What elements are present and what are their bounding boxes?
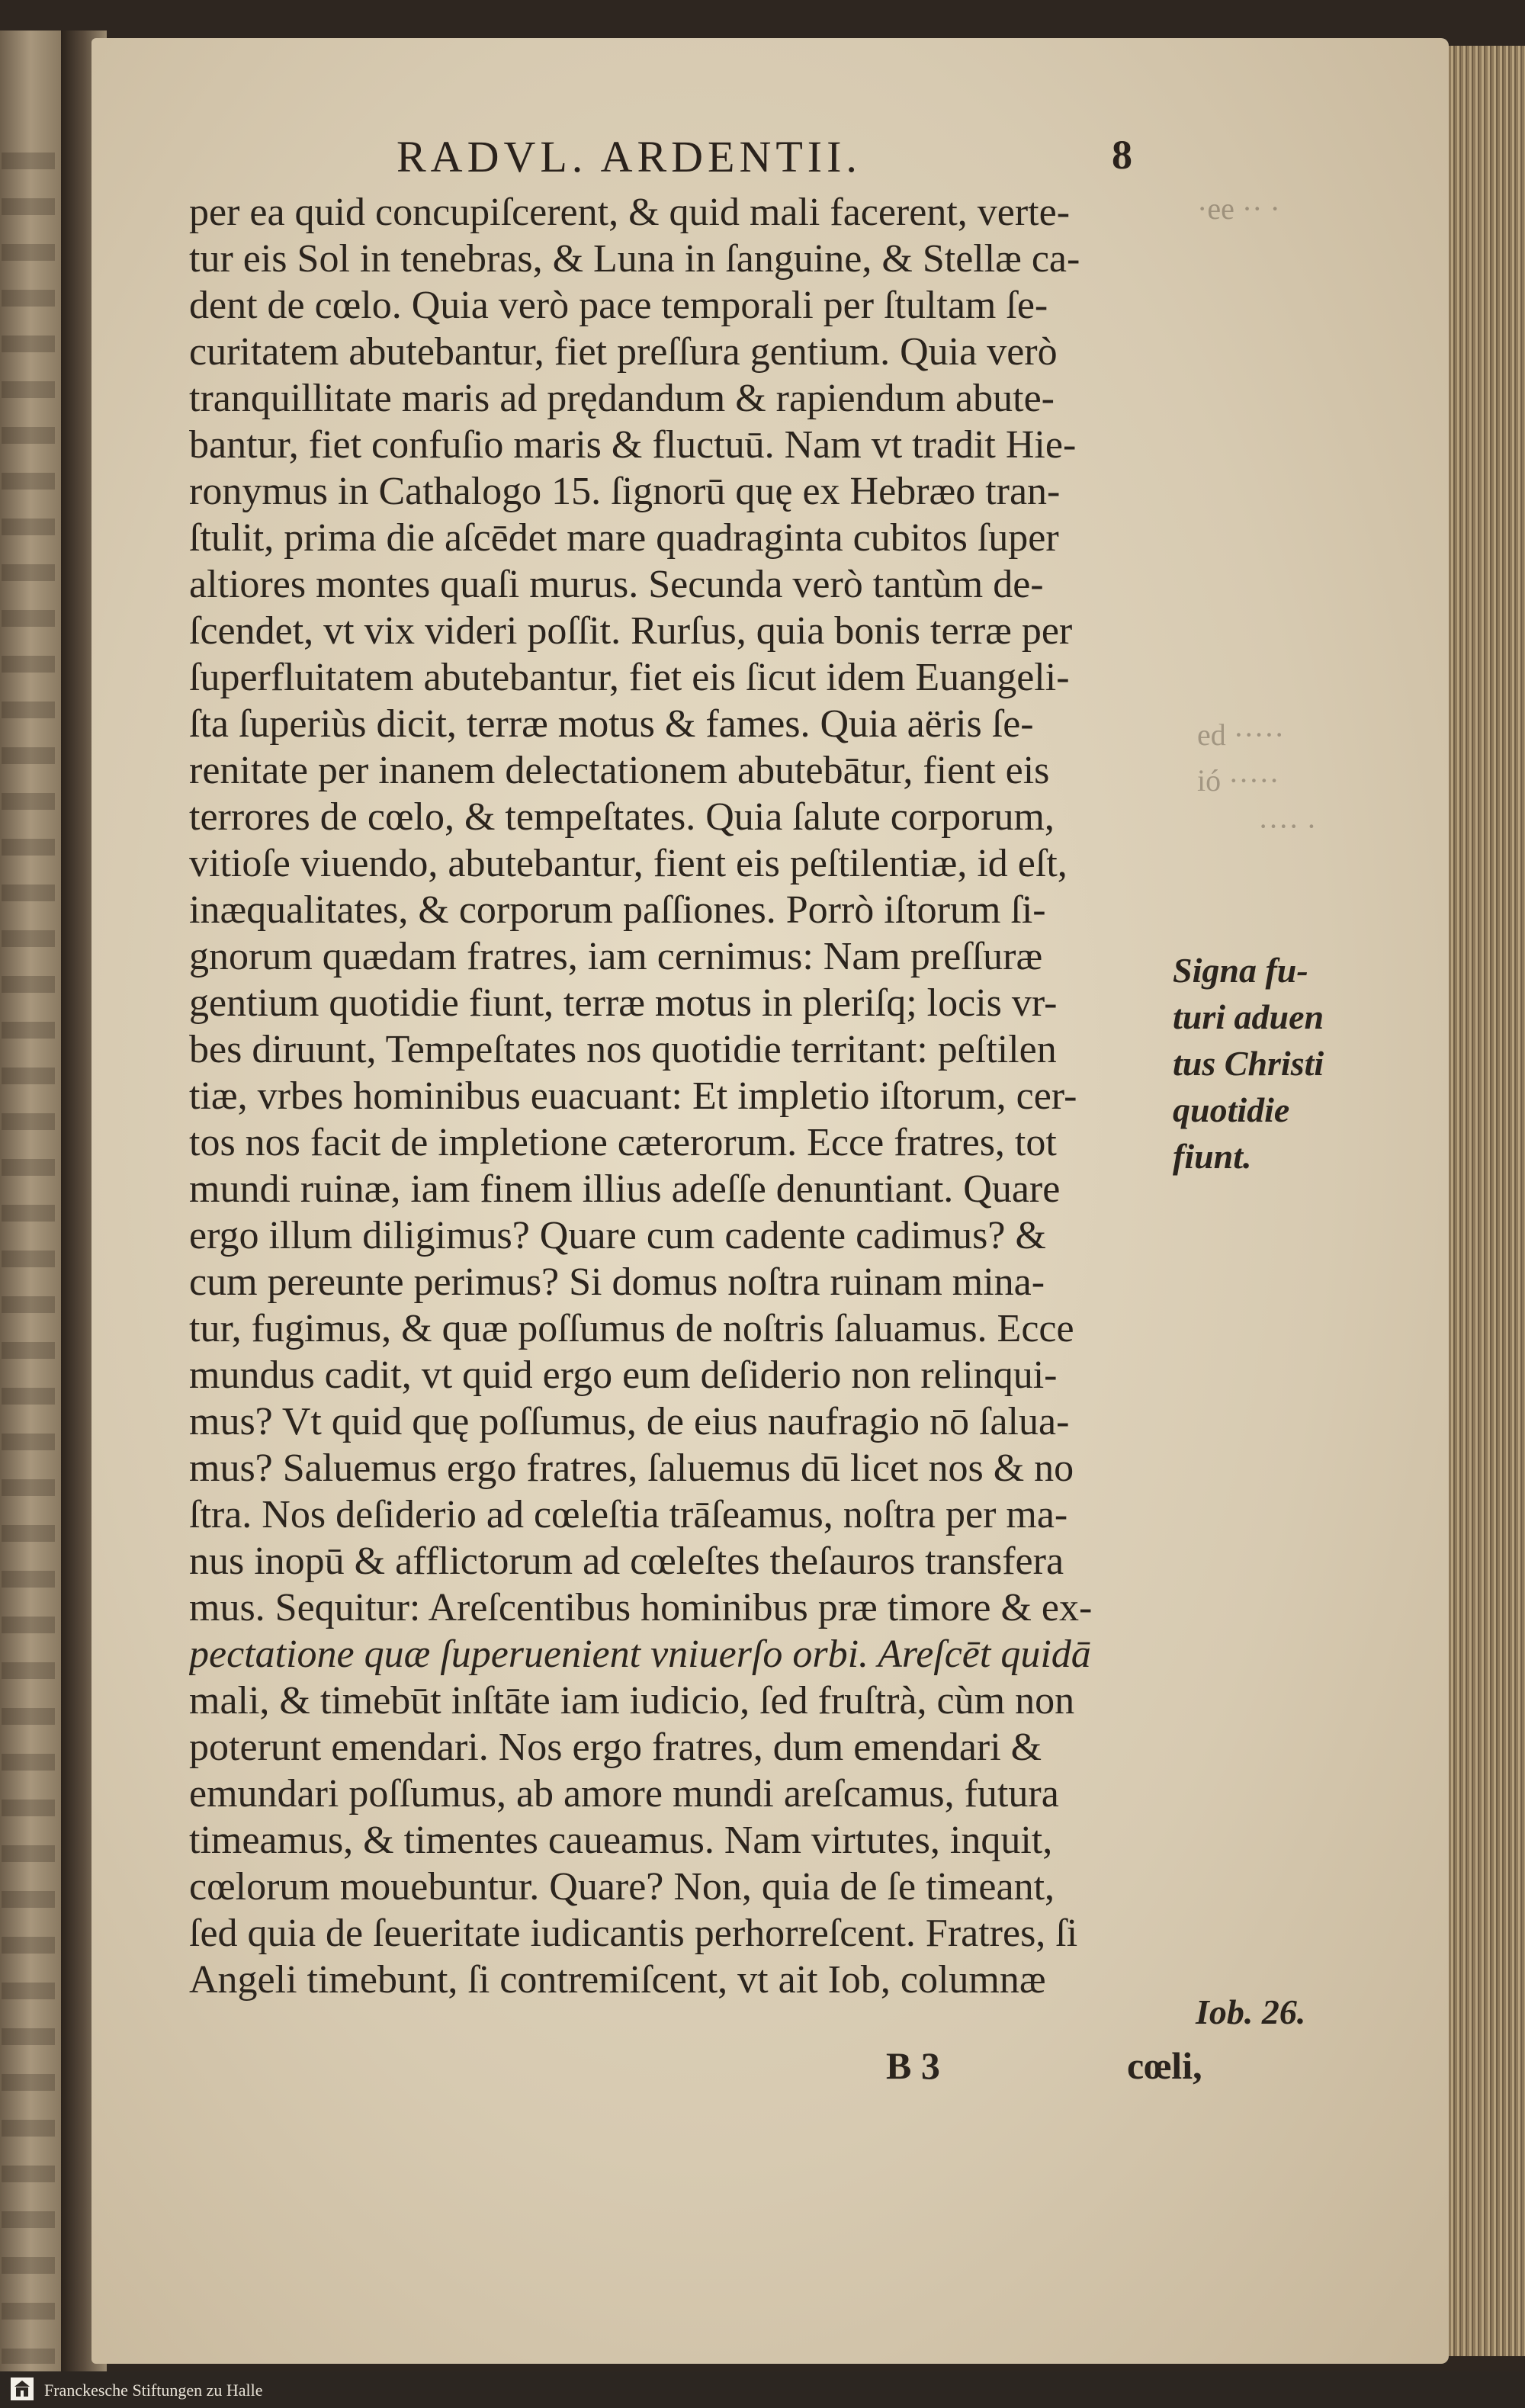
text-line: ſed quia de ſeueritate iudicantis perhorreſcent. Fratres, ſi [189,1912,1078,1955]
marginal-note-line: quotidie [1173,1090,1290,1129]
text-line: ſuperfluitatem abutebantur, fiet eis ſicut idem Euangeli- [189,656,1070,699]
text-line: ſta ſuperiùs dicit, terræ motus & fames. Quia aëris ſe- [189,702,1034,746]
page-fore-edge [1449,46,1525,2356]
page-number: 8 [1112,132,1132,178]
text-line: altiores montes quaſi murus. Secunda verò tantùm de- [189,563,1044,606]
text-line: tur, fugimus, & quæ poſſumus de noſtris ſaluamus. Ecce [189,1307,1074,1350]
text-line: tiæ, vrbes hominibus euacuant: Et impletio iſtorum, cer- [189,1074,1077,1118]
text-line: mundus cadit, vt quid ergo eum deſiderio non relinqui- [189,1353,1058,1397]
text-line: tranquillitate maris ad prędandum & rapiendum abute- [189,377,1055,420]
text-line: mus. Sequitur: Areſcentibus hominibus præ timore & ex- [189,1586,1093,1629]
text-line: mus? Vt quid quę poſſumus, de eius naufragio nō ſalua- [189,1400,1070,1443]
text-line: emundari poſſumus, ab amore mundi areſcamus, futura [189,1772,1059,1816]
marginal-note-line: fiunt. [1173,1137,1252,1176]
text-line: Angeli timebunt, ſi contremiſcent, vt ait Iob, columnæ [189,1958,1046,2002]
text-line: terrores de cœlo, & tempeſtates. Quia ſalute corporum, [189,795,1055,839]
body-text [189,189,1180,2003]
text-line: ergo illum diligimus? Quare cum cadente cadimus? & [189,1214,1046,1257]
running-head: RADVL. ARDENTII. [396,132,862,181]
text-line: ſcendet, vt vix videri poſſit. Rurſus, quia bonis terræ per [189,609,1073,653]
marginal-note-line: turi aduen [1173,997,1324,1036]
text-line: cum pereunte perimus? Si domus noſtra ruinam mina- [189,1260,1045,1304]
text-line: ſtulit, prima die aſcēdet mare quadraginta cubitos ſuper [189,516,1059,560]
text-line: nus inopū & afflictorum ad cœleſtes theſauros transfera [189,1540,1064,1583]
text-line: mundi ruinæ, iam finem illius adeſſe denuntiant. Quare [189,1167,1061,1211]
text-line: pectatione quæ ſuperuenient vniuerſo orbi. Areſcēt quidā [189,1633,1091,1676]
text-line: ronymus in Cathalogo 15. ſignorū quę ex Hebræo tran- [189,470,1061,513]
text-line: gnorum quædam fratres, iam cernimus: Nam preſſuræ [189,935,1043,978]
text-line: inæqualitates, & corporum paſſiones. Porrò iſtorum ſi- [189,888,1046,932]
text-line: gentium quotidie fiunt, terræ motus in pleriſq; locis vr- [189,981,1058,1025]
bleed-through-mark: ·ee ·· · [1197,191,1280,226]
text-line: cœlorum mouebuntur. Quare? Non, quia de ſe timeant, [189,1865,1055,1909]
text-line: dent de cœlo. Quia verò pace temporali per ſtultam ſe- [189,284,1048,327]
marginal-note [1173,947,1324,1180]
institution-logo-icon [11,2377,34,2400]
facing-page-text-bleed [2,153,55,2364]
marginal-note-line: tus Christi [1173,1044,1324,1083]
text-line: mali, & timebūt inſtāte iam iudicio, ſed fruſtrà, cùm non [189,1679,1075,1723]
marginal-reference: Iob. 26. [1196,1992,1306,2031]
text-line: mus? Saluemus ergo fratres, ſaluemus dū licet nos & no [189,1446,1074,1490]
bleed-through-mark: ed ····· [1197,718,1285,752]
credit-text: Franckesche Stiftungen zu Halle [44,2381,263,2400]
text-line: poterunt emendari. Nos ergo fratres, dum emendari & [189,1726,1042,1769]
text-line: curitatem abutebantur, fiet preſſura gentium. Quia verò [189,330,1058,374]
bleed-through-mark: ···· · [1258,809,1317,843]
text-line: ſtra. Nos deſiderio ad cœleſtia trāſeamus, noſtra per ma- [189,1493,1068,1536]
text-line: per ea quid concupiſcerent, & quid mali facerent, verte- [189,191,1071,234]
bleed-through-mark: ió ····· [1197,763,1279,798]
text-line: tur eis Sol in tenebras, & Luna in ſanguine, & Stellæ ca- [189,237,1080,281]
text-line: bes diruunt, Tempeſtates nos quotidie territant: peſtilen [189,1028,1057,1071]
text-line: timeamus, & timentes caueamus. Nam virtutes, inquit, [189,1819,1053,1862]
signature-mark: B 3 [886,2044,940,2087]
text-line: tos nos facit de impletione cæterorum. Ecce fratres, tot [189,1121,1057,1164]
text-line: renitate per inanem delectationem abutebātur, fient eis [189,749,1050,792]
marginal-note-line: Signa fu- [1173,951,1308,990]
text-line: vitioſe viuendo, abutebantur, fient eis peſtilentiæ, id eſt, [189,842,1068,885]
catchword: cœli, [1127,2044,1202,2087]
text-line: bantur, fiet confuſio maris & fluctuū. Nam vt tradit Hie- [189,423,1077,467]
